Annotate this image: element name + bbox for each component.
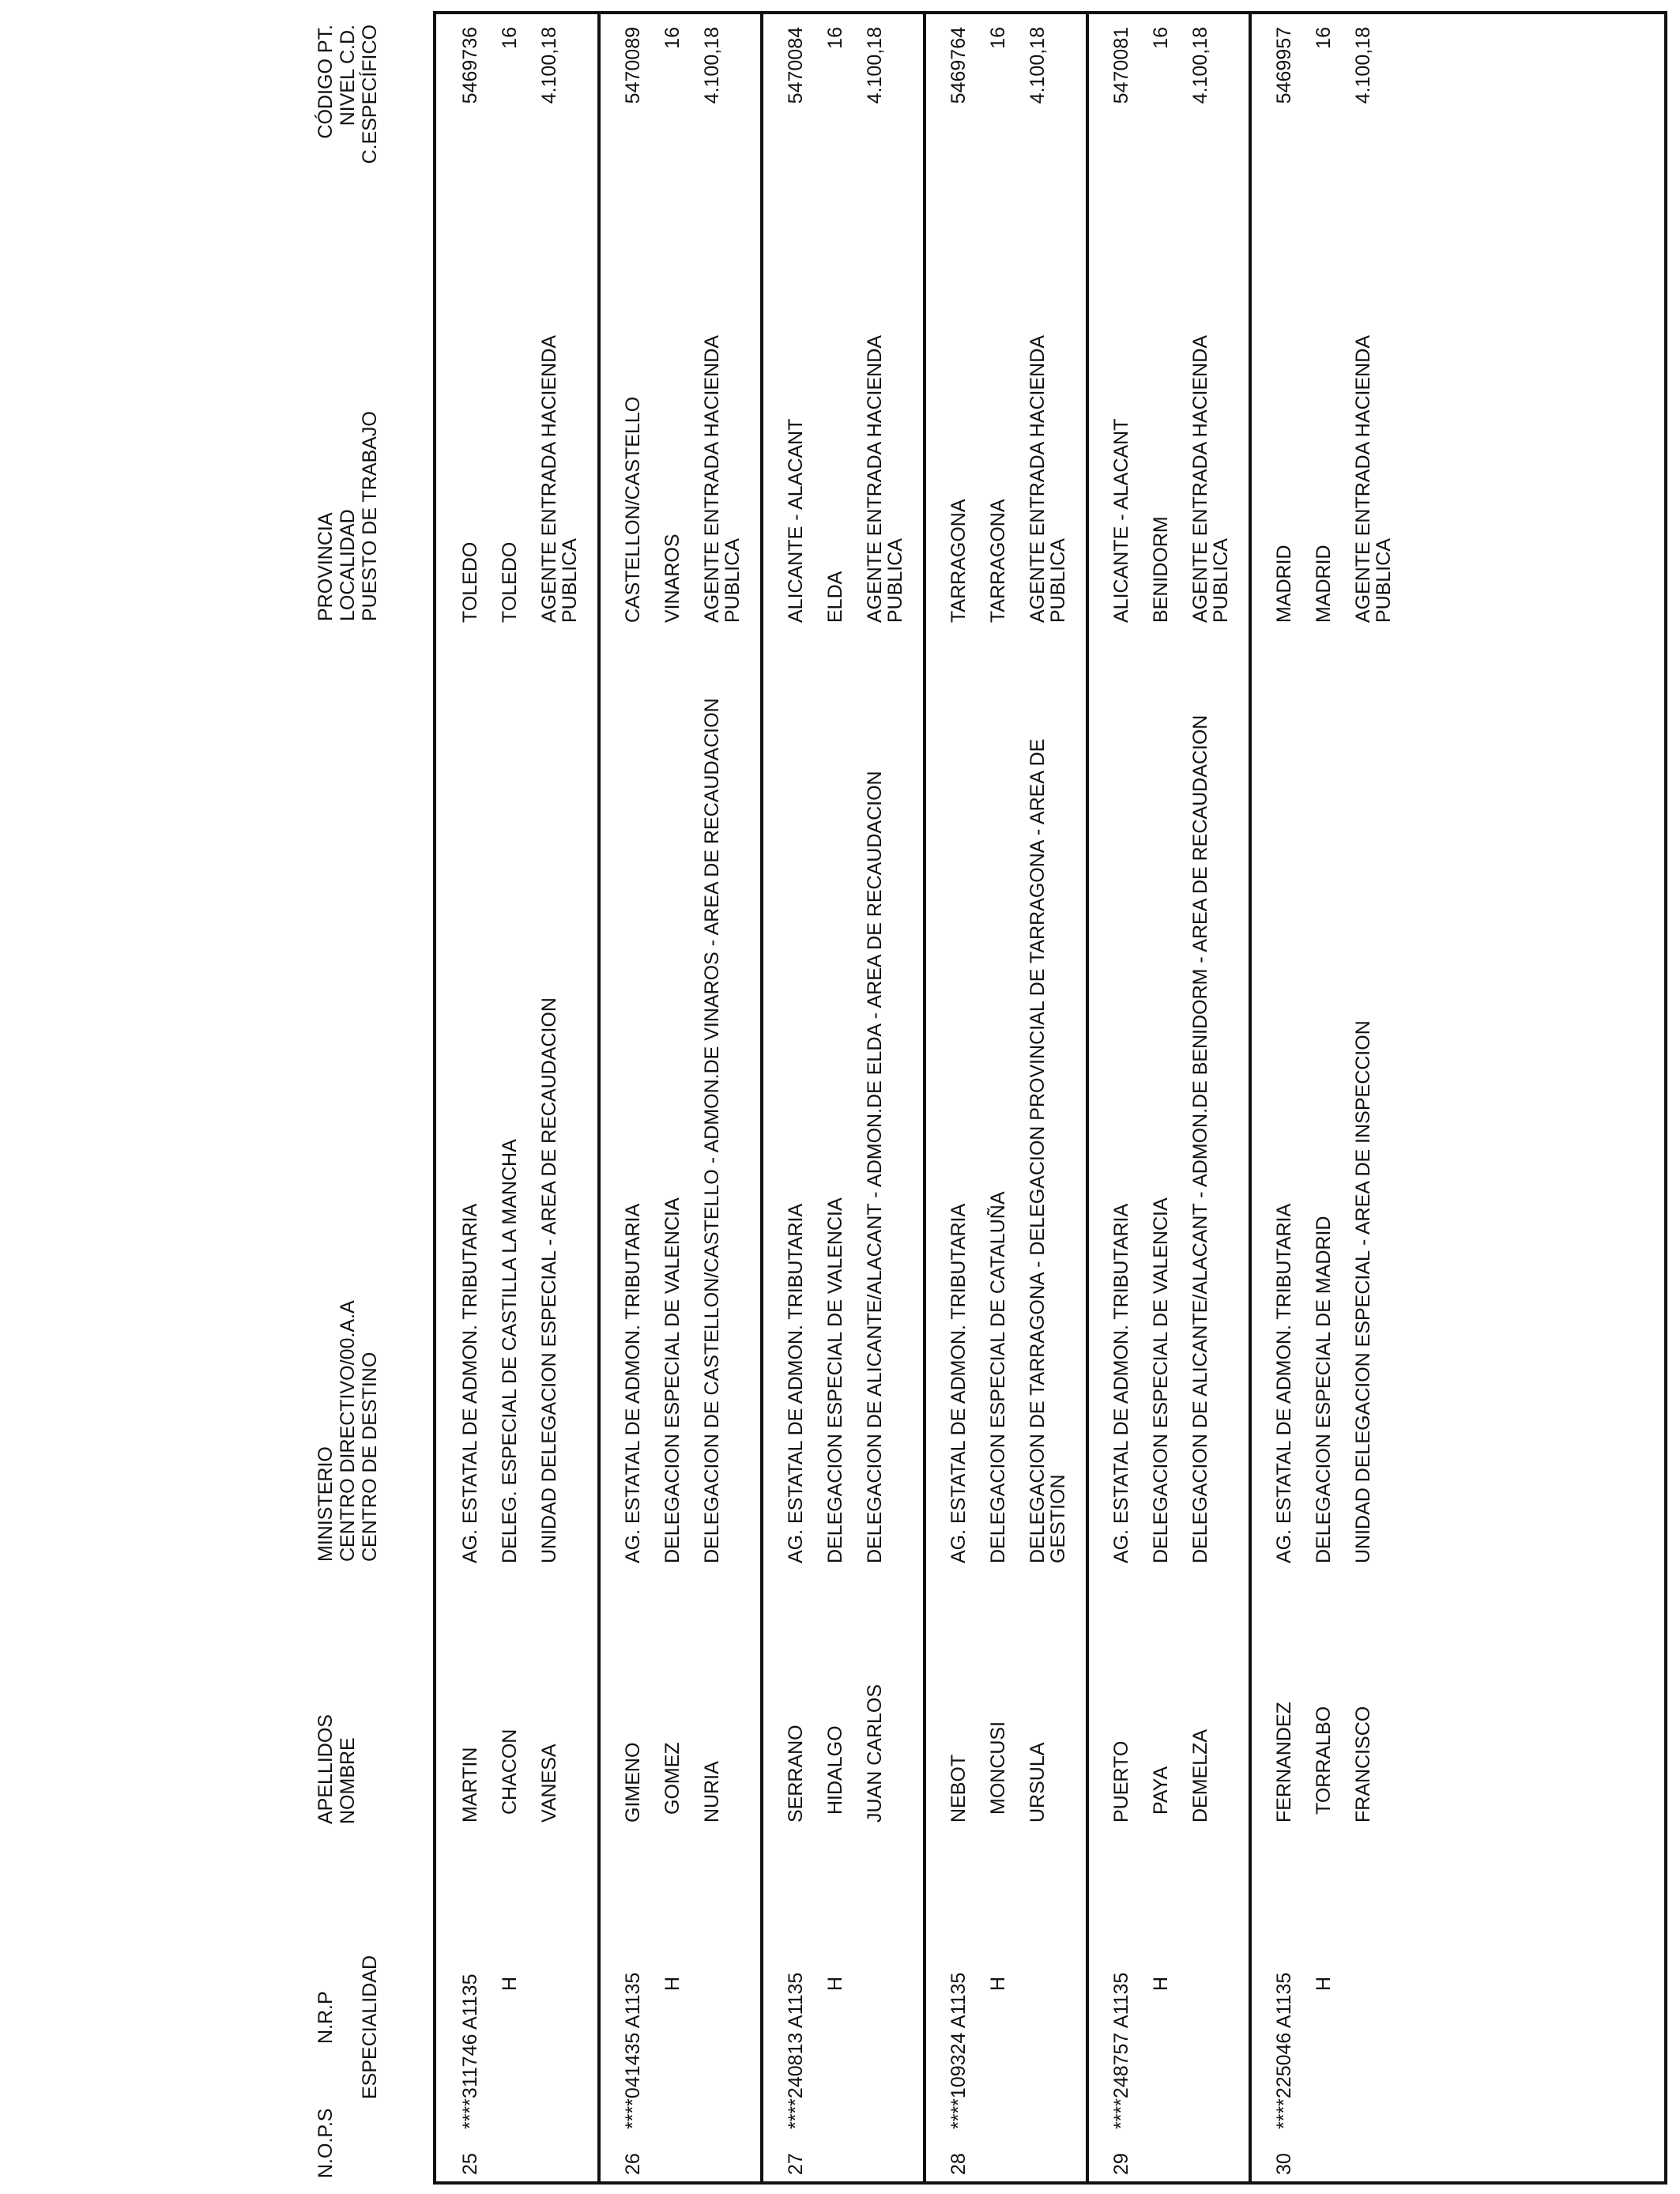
row-divider [1086,13,1089,2185]
header-line: CÓDIGO PT. [315,25,337,139]
nivel-cell: 16 [987,27,1009,49]
apellido1-cell: PUERTO [1110,1740,1132,1823]
centro-directivo-cell: DELEGACION ESPECIAL DE VALENCIA [1150,1197,1172,1563]
centro-directivo-cell: DELEGACION ESPECIAL DE MADRID [1313,1216,1335,1563]
header-line: PROVINCIA [315,512,337,621]
apellido1-cell: MARTIN [459,1747,481,1823]
nivel-cell: 16 [661,27,684,49]
localidad-cell: BENIDORM [1150,516,1172,623]
header-line: NIVEL C.D. [337,25,359,126]
apellido1-cell: SERRANO [785,1725,807,1823]
apellido2-cell: TORRALBO [1313,1706,1335,1815]
nombre-cell: NURIA [701,1761,723,1823]
header-line: ESPECIALIDAD [359,1955,381,2099]
table-bottom-border [1664,11,1667,2185]
puesto-cell: AGENTE ENTRADA HACIENDA PUBLICA [1189,336,1232,623]
centro-destino-cell: UNIDAD DELEGACION ESPECIAL - AREA DE INSPECCION [1352,1020,1374,1563]
header-line: LOCALIDAD [337,509,359,621]
ministerio-cell: AG. ESTATAL DE ADMON. TRIBUTARIA [947,1203,970,1563]
table-row [1087,13,1250,2185]
provincia-cell: ALICANTE - ALACANT [1110,418,1132,623]
nrp-cell: ****109324 A1135 [947,1972,970,2129]
nops-cell: 25 [459,2153,481,2175]
codigo-cell: 5470089 [622,27,644,104]
localidad-cell: ELDA [824,571,846,623]
nombre-cell: JUAN CARLOS [864,1683,886,1823]
centro-destino-cell: DELEGACION DE CASTELLON/CASTELLO - ADMON.DE VINAROS - AREA DE RECAUDACION [701,698,723,1563]
apellido1-cell: NEBOT [947,1754,970,1823]
nivel-cell: 16 [1150,27,1172,49]
puesto-cell: AGENTE ENTRADA HACIENDA PUBLICA [864,336,906,623]
apellido1-cell: GIMENO [622,1742,644,1823]
row-divider [1249,13,1252,2185]
puesto-cell: AGENTE ENTRADA HACIENDA PUBLICA [538,336,581,623]
puesto-cell: AGENTE ENTRADA HACIENDA PUBLICA [1352,336,1395,623]
centro-directivo-cell: DELEGACION ESPECIAL DE CATALUÑA [987,1191,1009,1563]
localidad-cell: TARRAGONA [987,499,1009,623]
especialidad-cell: H [824,1976,846,1991]
header-line: PUESTO DE TRABAJO [359,411,381,621]
localidad-cell: TOLEDO [499,541,521,623]
ministerio-cell: AG. ESTATAL DE ADMON. TRIBUTARIA [1110,1203,1132,1563]
especifico-cell: 4.100,18 [1026,27,1049,104]
table-row [599,13,762,2185]
nrp-cell: ****240813 A1135 [785,1972,807,2129]
apellido2-cell: PAYA [1150,1766,1172,1815]
table-row [925,13,1087,2185]
centro-directivo-cell: DELEGACION ESPECIAL DE VALENCIA [661,1197,684,1563]
nombre-cell: URSULA [1026,1742,1049,1823]
row-divider [597,13,601,2185]
centro-destino-cell: DELEGACION DE TARRAGONA - DELEGACION PROVINCIAL DE TARRAGONA - AREA DE GESTION [1026,738,1069,1563]
table-row [762,13,925,2185]
header-line: N.O.P.S [315,2108,337,2178]
centro-directivo-cell: DELEG. ESPECIAL DE CASTILLA LA MANCHA [499,1139,521,1563]
provincia-cell: TOLEDO [459,541,481,623]
apellido1-cell: FERNANDEZ [1273,1702,1295,1823]
header-line: APELLIDOS [315,1714,337,1824]
nivel-cell: 16 [824,27,846,49]
especialidad-cell: H [661,1976,684,1991]
especifico-cell: 4.100,18 [538,27,560,104]
apellido2-cell: CHACON [499,1728,521,1815]
nrp-cell: ****311746 A1135 [459,1973,481,2129]
nivel-cell: 16 [1313,27,1335,49]
row-divider [760,13,763,2185]
puesto-cell: AGENTE ENTRADA HACIENDA PUBLICA [701,336,744,623]
especifico-cell: 4.100,18 [1352,27,1374,104]
header-line: N.R.P [315,1991,337,2044]
centro-directivo-cell: DELEGACION ESPECIAL DE VALENCIA [824,1197,846,1563]
nops-cell: 30 [1273,2153,1295,2175]
apellido2-cell: MONCUSI [987,1721,1009,1815]
nrp-cell: ****225046 A1135 [1273,1972,1295,2129]
puesto-cell: AGENTE ENTRADA HACIENDA PUBLICA [1026,336,1069,623]
localidad-cell: MADRID [1313,545,1335,623]
header-codigo-nivel-especifico [315,25,381,167]
ministerio-cell: AG. ESTATAL DE ADMON. TRIBUTARIA [459,1203,481,1563]
codigo-cell: 5470081 [1110,27,1132,104]
especialidad-cell: H [1313,1976,1335,1991]
nombre-cell: DEMELZA [1189,1728,1211,1823]
header-line: MINISTERIO [315,1446,337,1562]
nops-cell: 28 [947,2153,970,2175]
nombre-cell: FRANCISCO [1352,1706,1374,1823]
nrp-cell: ****248757 A1135 [1110,1972,1132,2129]
table-row [1250,13,1413,2185]
table-row [436,13,599,2185]
row-divider [923,13,926,2185]
header-line: CENTRO DIRECTIVO/00.A.A [337,1300,359,1562]
nops-cell: 26 [622,2153,644,2175]
codigo-cell: 5469736 [459,27,481,104]
apellido2-cell: GOMEZ [661,1742,684,1815]
apellido2-cell: HIDALGO [824,1725,846,1815]
nombre-cell: VANESA [538,1744,560,1823]
nrp-cell: ****041435 A1135 [622,1972,644,2129]
codigo-cell: 5470084 [785,27,807,104]
header-line: C.ESPECÍFICO [359,25,381,164]
centro-destino-cell: DELEGACION DE ALICANTE/ALACANT - ADMON.DE BENIDORM - AREA DE RECAUDACION [1189,714,1211,1563]
localidad-cell: VINAROS [661,533,684,623]
header-line: CENTRO DE DESTINO [359,1351,381,1562]
nops-cell: 29 [1110,2153,1132,2175]
codigo-cell: 5469764 [947,27,970,104]
centro-destino-cell: DELEGACION DE ALICANTE/ALACANT - ADMON.DE ELDA - AREA DE RECAUDACION [864,771,886,1563]
ministerio-cell: AG. ESTATAL DE ADMON. TRIBUTARIA [622,1203,644,1563]
nops-cell: 27 [785,2153,807,2175]
codigo-cell: 5469957 [1273,27,1295,104]
especialidad-cell: H [499,1976,521,1991]
provincia-cell: TARRAGONA [947,499,970,623]
nivel-cell: 16 [499,27,521,49]
provincia-cell: MADRID [1273,545,1295,623]
ministerio-cell: AG. ESTATAL DE ADMON. TRIBUTARIA [1273,1203,1295,1563]
provincia-cell: ALICANTE - ALACANT [785,418,807,623]
header-ministerio-centro [315,1300,381,1562]
provincia-cell: CASTELLON/CASTELLO [622,396,644,623]
header-provincia-puesto [315,411,381,621]
especialidad-cell: H [987,1976,1009,1991]
especialidad-cell: H [1150,1976,1172,1991]
header-line: NOMBRE [337,1737,359,1824]
especifico-cell: 4.100,18 [864,27,886,104]
especifico-cell: 4.100,18 [1189,27,1211,104]
header-apellidos-nombre [315,1714,359,1824]
especifico-cell: 4.100,18 [701,27,723,104]
ministerio-cell: AG. ESTATAL DE ADMON. TRIBUTARIA [785,1203,807,1563]
centro-destino-cell: UNIDAD DELEGACION ESPECIAL - AREA DE RECAUDACION [538,997,560,1563]
